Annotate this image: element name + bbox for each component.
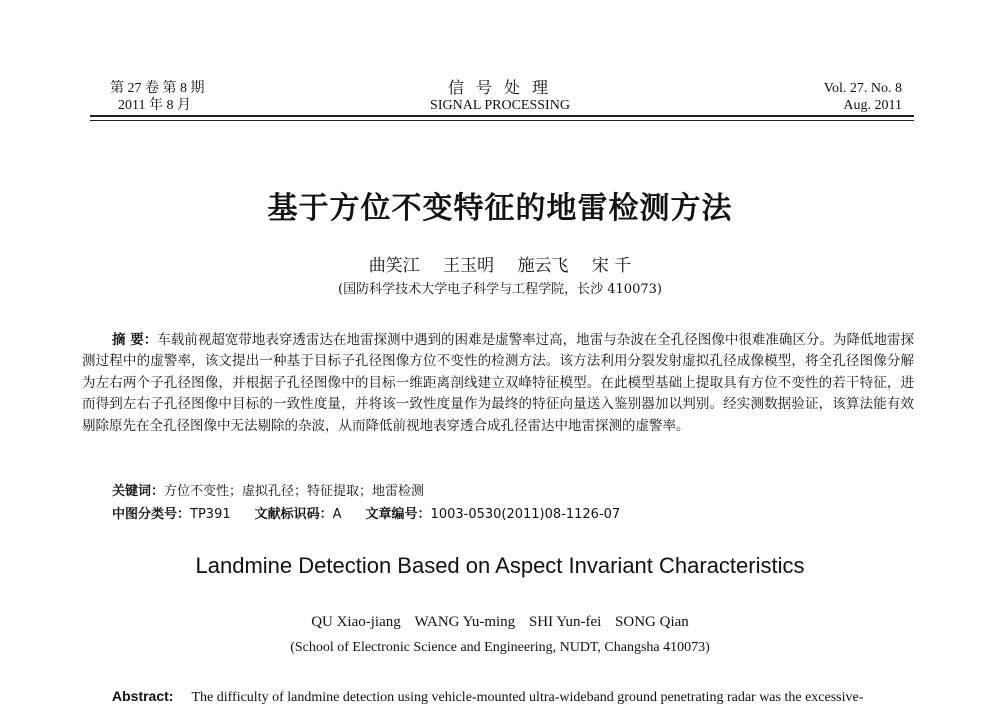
abstract-en-text: The difficulty of landmine detection using vehicle-mounted ultra-wideband ground penetrating radar was the excessive- [191, 690, 864, 705]
journal-issue-en [760, 80, 902, 114]
abstract-cn-text: 车载前视超宽带地表穿透雷达在地雷探测中遇到的困难是虚警率过高，地雷与杂波在全孔径图像中很难准确区分。为降低地雷探测过程中的虚警率，该文提出一种基于目标子孔径图像方位不变性的检测方法。该方法利用分裂发射虚拟孔径成像模型，将全孔径图像分解为左右两个子孔径图像，并根据子孔径图像中的目标一维距离剖线建立双峰特征模型。在此模型基础上提取具有方位不变性的若干特征，进而得到左右子孔径图像中目标的一致性度量，并将该一致性度量作为最终的特征向量送入鉴别器加以判别。经实测数据验证，该算法能有效剔除原先在全孔径图像中无法剔除的杂波，从而降低前视地表穿透合成孔径雷达中地雷探测的虚警率。 [82, 332, 915, 434]
issue-date-cn: 2011 年 8 月 [118, 98, 191, 113]
affiliation-en: (School of Electronic Science and Engineering, NUDT, Changsha 410073) [290, 640, 710, 655]
issue-date-en: Aug. 2011 [843, 98, 902, 113]
header-rule-thick [90, 115, 914, 117]
authors-en [0, 614, 1000, 631]
header-rule-thin [90, 120, 914, 121]
author-cn: 施云飞 [517, 256, 569, 276]
author-en: QU Xiao-jiang [311, 614, 401, 630]
abstract-en [112, 688, 912, 706]
author-cn: 曲笑江 [368, 256, 420, 276]
classification-line [112, 503, 620, 522]
journal-name-cn: 信 号 处 理 [447, 80, 552, 97]
article-number-value: 1003-0530(2011)08-1126-07 [430, 507, 621, 522]
keywords-text: 方位不变性；虚拟孔径；特征提取；地雷检测 [164, 484, 425, 499]
paper-title-cn: 基于方位不变特征的地雷检测方法 [267, 191, 733, 226]
abstract-cn-label: 摘 要： [112, 332, 158, 348]
author-en: SHI Yun-fei [528, 614, 602, 630]
issue-volume-en: Vol. 27. No. 8 [823, 81, 902, 96]
author-en: SONG Qian [615, 614, 689, 630]
affiliation-cn: (国防科学技术大学电子科学与工程学院，长沙 410073) [338, 282, 662, 297]
author-cn: 王玉明 [443, 256, 495, 276]
clc-value: TP391 [190, 507, 231, 522]
author-cn: 宋 千 [591, 256, 632, 276]
abstract-en-label: Abstract: [112, 688, 174, 704]
article-number-label: 文章编号： [365, 507, 431, 522]
paper-title-en: Landmine Detection Based on Aspect Invariant Characteristics [195, 553, 805, 578]
doc-code-value: A [332, 507, 342, 522]
keywords-label: 关键词： [112, 484, 165, 499]
doc-code-label: 文献标识码： [254, 507, 333, 522]
clc-label: 中图分类号： [112, 507, 191, 522]
abstract-cn [82, 330, 914, 437]
author-en: WANG Yu-ming [414, 614, 516, 630]
issue-volume: 第 27 卷 第 8 期 [110, 81, 205, 96]
journal-name-en: SIGNAL PROCESSING [430, 98, 570, 113]
authors-cn [0, 251, 1000, 276]
keywords-line [112, 480, 424, 499]
